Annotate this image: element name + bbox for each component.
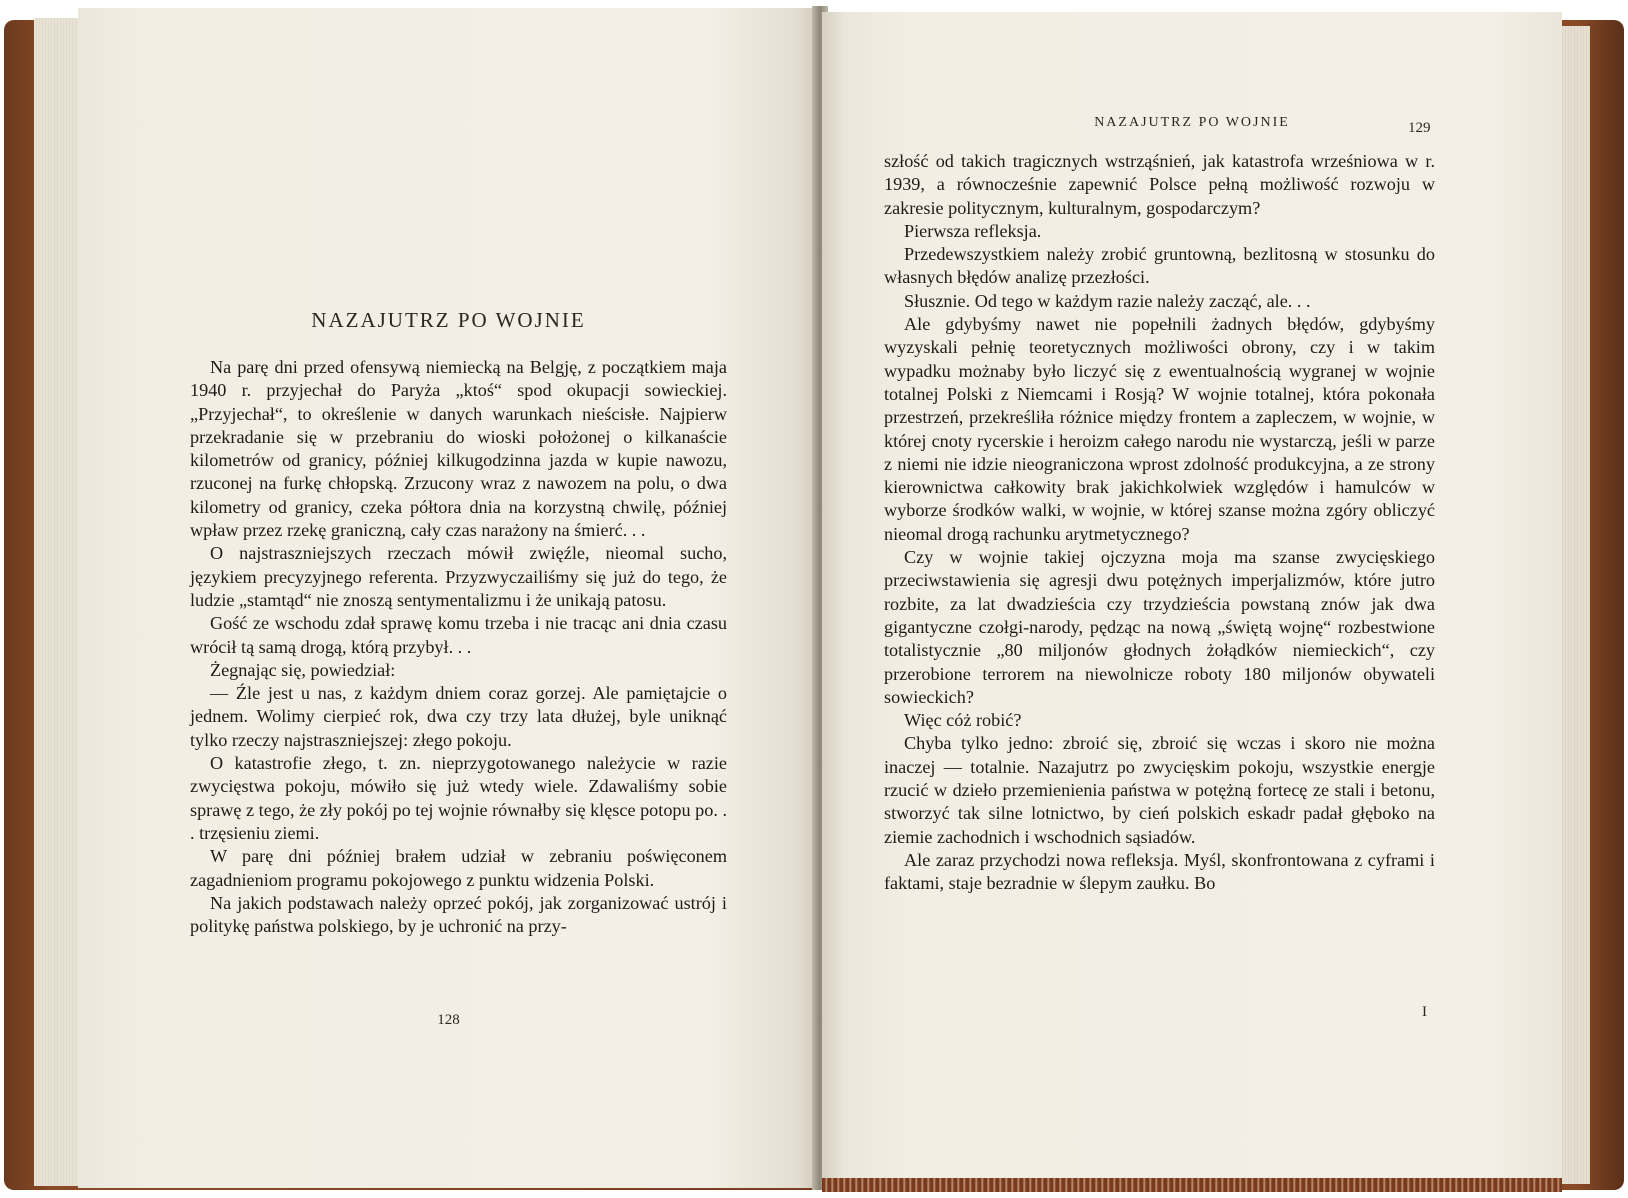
left-page bbox=[78, 8, 819, 1188]
paragraph: — Źle jest u nas, z każdym dniem coraz gorzej. Ale pamiętajcie o jednem. Wolimy cierpieć rok, dwa czy trzy lata dłużej, byle uniknąć tylko rzeczy najstraszniejszej: złego pokoju. bbox=[190, 683, 727, 750]
paragraph: Ale zaraz przychodzi nowa refleksja. Myśl, skonfrontowana z cyframi i faktami, staje bezradnie w ślepym zaułku. Bo bbox=[884, 849, 1435, 894]
page-number-right: 129 bbox=[1408, 120, 1431, 136]
paragraph: Chyba tylko jedno: zbroić się, zbroić się wczas i skoro nie można inaczej — totalnie. Nazajutrz po zwycięskim pokoju, wszystkie energje rzucić w dzieło przemienienia państwa w potężną fortecę ze stali i betonu, stworzyć tak silne lotnictwo, by cień polskich eskadr padał głęboko na ziemie zachodnich i wschodnich sąsiadów. bbox=[884, 733, 1435, 847]
right-page-body bbox=[884, 150, 1435, 896]
paragraph: O katastrofie złego, t. zn. nieprzygotowanego należycie w razie zwycięstwa pokoju, mówiło się już wtedy wiele. Zdawaliśmy sobie sprawę z tego, że zły pokój po tej wojnie równałby się klęsce potopu po. . . trzęsieniu ziemi. bbox=[190, 753, 727, 843]
signature-mark: I bbox=[1422, 1004, 1427, 1020]
right-page bbox=[822, 12, 1562, 1182]
paragraph: Słusznie. Od tego w każdym razie należy zacząć, ale. . . bbox=[904, 290, 1311, 311]
paragraph: Ale gdybyśmy nawet nie popełnili żadnych błędów, gdybyśmy wyzyskali pełnię teoretycznych możliwości obrony, czy i w takim wypadku możnaby było liczyć się z ewentualnością wygranej w wojnie totalnej Polski z Niemcami i Rosją? W wojnie totalnej, która pokonała przestrzeń, przekreśliła różnice między frontem a zapleczem, w wojnie, w której cnoty rycerskie i heroizm całego narodu nie wystarczą, jeśli w parze z niemi nie idzie nieograniczona wprost zdolność produkcyjna, a ze strony kierownictwa całkowity brak jakichkolwiek względów i hamulców w wyborze środków walki, w wojnie, w której szanse można zgóry obliczyć nieomal drogą rachunku arytmetycznego? bbox=[884, 314, 1435, 544]
paragraph: O najstraszniejszych rzeczach mówił zwięźle, nieomal sucho, językiem precyzyjnego referenta. Przyzwyczailiśmy się już do tego, że ludzie „stamtąd“ nie znoszą sentymentalizmu i że unikają patosu. bbox=[190, 543, 727, 610]
paragraph: Na jakich podstawach należy oprzeć pokój, jak zorganizować ustrój i politykę państwa polskiego, by je uchronić na przy- bbox=[190, 892, 727, 937]
page-number-left: 128 bbox=[437, 1012, 460, 1028]
paragraph: Przedewszystkiem należy zrobić gruntowną, bezlitosną w stosunku do własnych błędów analizę przezłości. bbox=[884, 244, 1435, 288]
paragraph: W parę dni później brałem udział w zebraniu poświęconem zagadnieniom programu pokojowego z punktu widzenia Polski. bbox=[190, 846, 727, 890]
paragraph: Żegnając się, powiedział: bbox=[210, 659, 396, 680]
paragraph: Gość ze wschodu zdał sprawę komu trzeba i nie tracąc ani dnia czasu wrócił tą samą drogą, którą przybył. . . bbox=[190, 613, 727, 657]
headband bbox=[822, 1178, 1562, 1192]
left-page-body bbox=[190, 356, 727, 938]
paragraph: Więc cóż robić? bbox=[904, 710, 1022, 731]
paragraph: szłość od takich tragicznych wstrząśnień, jak katastrofa wrześniowa w r. 1939, a równocześnie zapewnić Polsce pełną możliwość rozwoju w zakresie politycznym, kulturalnym, gospodarczym? bbox=[884, 151, 1435, 218]
running-head: NAZAJUTRZ PO WOJNIE bbox=[1094, 115, 1290, 130]
paragraph: Na parę dni przed ofensywą niemiecką na Belgję, z początkiem maja 1940 r. przyjechał do Paryża „ktoś“ spod okupacji sowieckiej. „Przyjechał“, to określenie w danych warunkach nieścisłe. Najpierw przekradanie się w przebraniu do wioski położonej o kilkanaście kilometrów od granicy, później kilkugodzinna jazda w kupie nawozu, rzuconej na furkę chłopską. Zrzucony wraz z nawozem na polu, o dwa kilometry od granicy, czeka półtora dnia na korzystną chwilę, później wpław przez rzekę graniczną, cały czas narażony na śmierć. . . bbox=[190, 357, 727, 541]
paragraph: Pierwsza refleksja. bbox=[904, 220, 1042, 241]
paragraph: Czy w wojnie takiej ojczyzna moja ma szanse zwycięskiego przeciwstawienia się agresji dwu potężnych imperjalizmów, które jutro rozbite, za lat dwadzieścia czy trzydzieścia powstaną znów jak dwa gigantyczne czołgi-narody, pędząc na nową „świętą wojnę“ rozbestwione totalistycznie „80 miljonów głodnych żołądków niemieckich“, czy przerobione terrorem na niewolnicze roboty 180 miljonów obywateli sowieckich? bbox=[884, 547, 1435, 707]
chapter-title: NAZAJUTRZ PO WOJNIE bbox=[311, 308, 586, 332]
